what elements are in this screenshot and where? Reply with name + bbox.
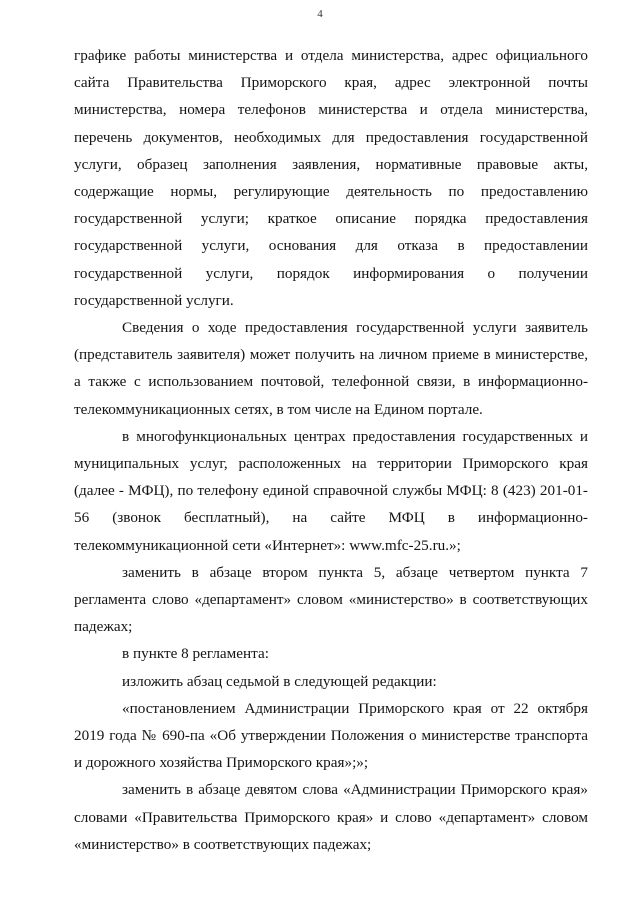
paragraph-continuation: графике работы министерства и отдела министерства, адрес официального сайта Правительства Приморского края, адрес электронной почты министерства, номера телефонов министерства и отдела министерства, перечень документов, необходимых для предоставления государственной услуги, образец заполнения заявления, нормативные правовые акты, содержащие нормы, регулирующие деятельность по предоставлению государственной услуги; краткое описание порядка предоставления государственной услуги, основания для отказа в предоставлении государственной услуги, порядок информирования о получении государственной услуги. xyxy=(74,47,588,309)
page-number: 4 xyxy=(317,8,323,20)
paragraph-replace-administration: заменить в абзаце девятом слова «Администрации Приморского края» словами «Правительства Приморского края» и слово «департамент» словом «министерство» в соответствующих падежах; xyxy=(74,781,588,853)
paragraph-mfc-info: в многофункциональных центрах предоставления государственных и муниципальных услуг, расположенных на территории Приморского края (далее - МФЦ), по телефону единой справочной службы МФЦ: 8 (423) 201-01-56 (звонок бесплатный), на сайте МФЦ в информационно-телекоммуникационной сети «Интернет»: www.mfc-25.ru.»; xyxy=(74,427,588,554)
paragraph-replace-department: заменить в абзаце втором пункта 5, абзаце четвертом пункта 7 регламента слово «департамент» словом «министерство» в соответствующих падежах; xyxy=(74,563,588,636)
document-body xyxy=(74,42,588,858)
paragraph-status-info: Сведения о ходе предоставления государственной услуги заявитель (представитель заявителя) может получить на личном приеме в министерстве, а также с использованием почтовой, телефонной связи, в информационно-телекоммуникационных сетях, в том числе на Едином портале. xyxy=(74,319,588,418)
paragraph-point-8: в пункте 8 регламента: xyxy=(122,645,269,663)
paragraph-resolution-quote: «постановлением Администрации Приморского края от 22 октября 2019 года № 690-па «Об утверждении Положения о министерстве транспорта и дорожного хозяйства Приморского края»;»; xyxy=(74,699,588,772)
paragraph-new-wording: изложить абзац седьмой в следующей редакции: xyxy=(122,672,437,690)
